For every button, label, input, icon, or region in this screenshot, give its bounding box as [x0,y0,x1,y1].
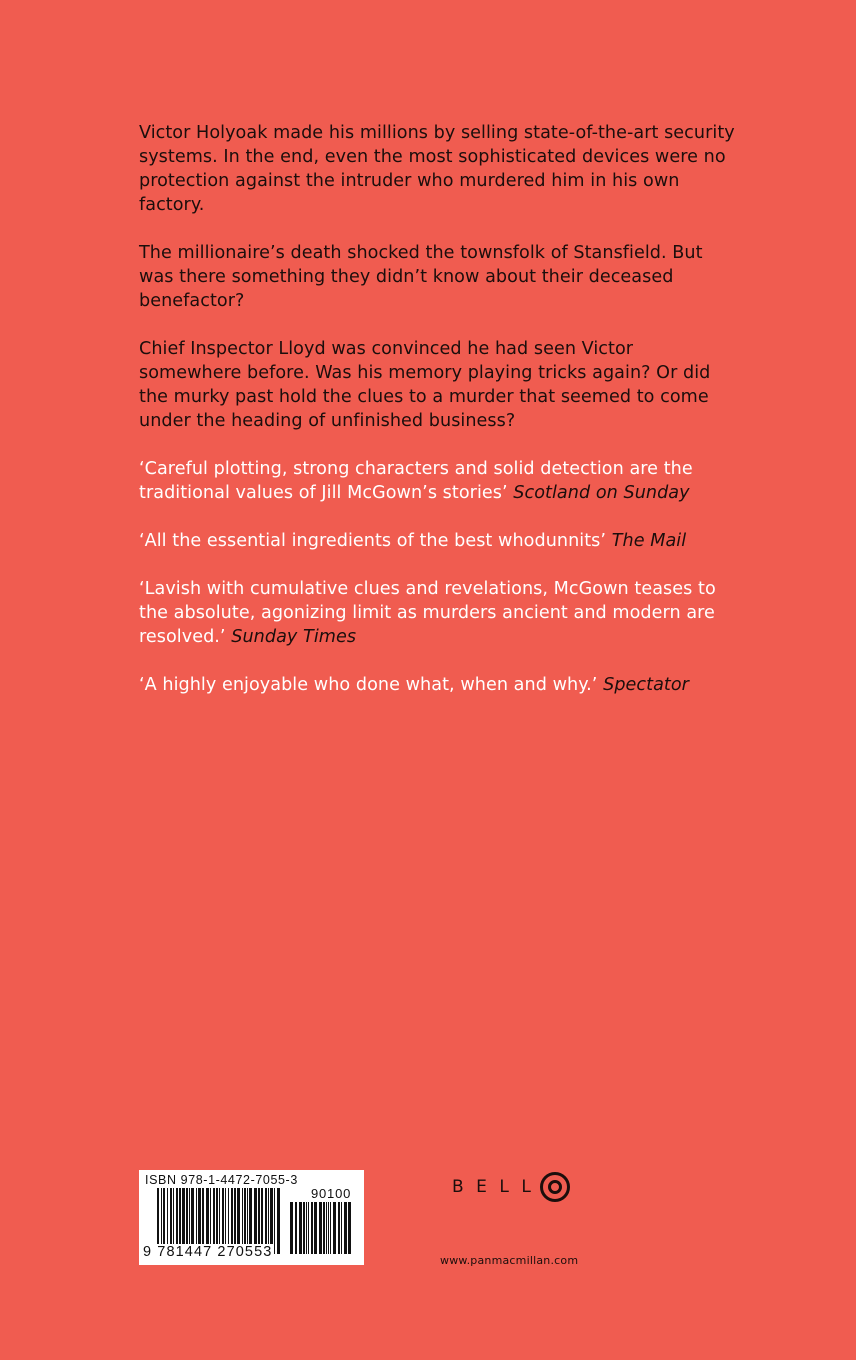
review-quote [139,529,739,553]
isbn-number: ISBN 978-1-4472-7055-3 [145,1173,298,1187]
logo-letters: BELL [452,1177,544,1197]
barcode-bar [328,1202,329,1254]
quote-source: Scotland on Sunday [513,483,690,503]
review-quote [139,457,739,505]
barcode-bar [319,1202,322,1254]
barcode-bar [326,1202,327,1254]
barcode-bar [311,1202,313,1254]
barcode-bar [277,1188,280,1254]
publisher-website: www.panmacmillan.com [440,1254,579,1267]
barcode-bar [338,1202,340,1254]
blurb-paragraph: Chief Inspector Lloyd was convinced he had seen Victor somewhere before. Was his memory playing tricks again? Or did the murky past hold the clues to a murder that seemed to come under the heading of unfinished business? [139,339,711,431]
barcode-bar [314,1202,317,1254]
barcode-bar [303,1202,305,1254]
review-quote [139,577,739,649]
barcode-bar [333,1202,336,1254]
isbn-barcode [139,1170,364,1265]
quote-source: Spectator [603,675,689,695]
quote-text: ‘Lavish with cumulative clues and revelations, McGown teases to the absolute, agonizing limit as murders ancient and modern are resolved.’ [139,579,716,647]
quote-source: The Mail [611,531,687,551]
back-cover-blurb [139,121,739,721]
logo-o-ring-icon [540,1172,570,1202]
barcode-bar [290,1202,293,1254]
barcode-bar [323,1202,325,1254]
review-quote [139,673,739,697]
blurb-paragraph: Victor Holyoak made his millions by selling state-of-the-art security systems. In the end, even the most sophisticated devices were no protection against the intruder who murdered him in his own factory. [139,123,735,215]
barcode-bar [299,1202,302,1254]
quote-source: Sunday Times [231,627,357,647]
barcode-bar [341,1202,342,1254]
barcode-bar [308,1202,309,1254]
ean-digits: 9 781447 270553 [143,1244,273,1260]
price-code: 90100 [311,1186,352,1201]
barcode-bar [344,1202,347,1254]
barcode-bar [306,1202,307,1254]
quote-text: ‘Careful plotting, strong characters and solid detection are the traditional values of Jill McGown’s stories’ [139,459,693,503]
publisher-logo [452,1170,570,1204]
barcode-bar [348,1202,351,1254]
quote-text: ‘A highly enjoyable who done what, when and why.’ [139,675,598,695]
barcode-bar [330,1202,331,1254]
blurb-paragraph: The millionaire’s death shocked the townsfolk of Stansfield. But was there something they didn’t know about their deceased benefactor? [139,243,703,311]
barcode-bar [295,1202,297,1254]
quote-text: ‘All the essential ingredients of the best whodunnits’ [139,531,607,551]
